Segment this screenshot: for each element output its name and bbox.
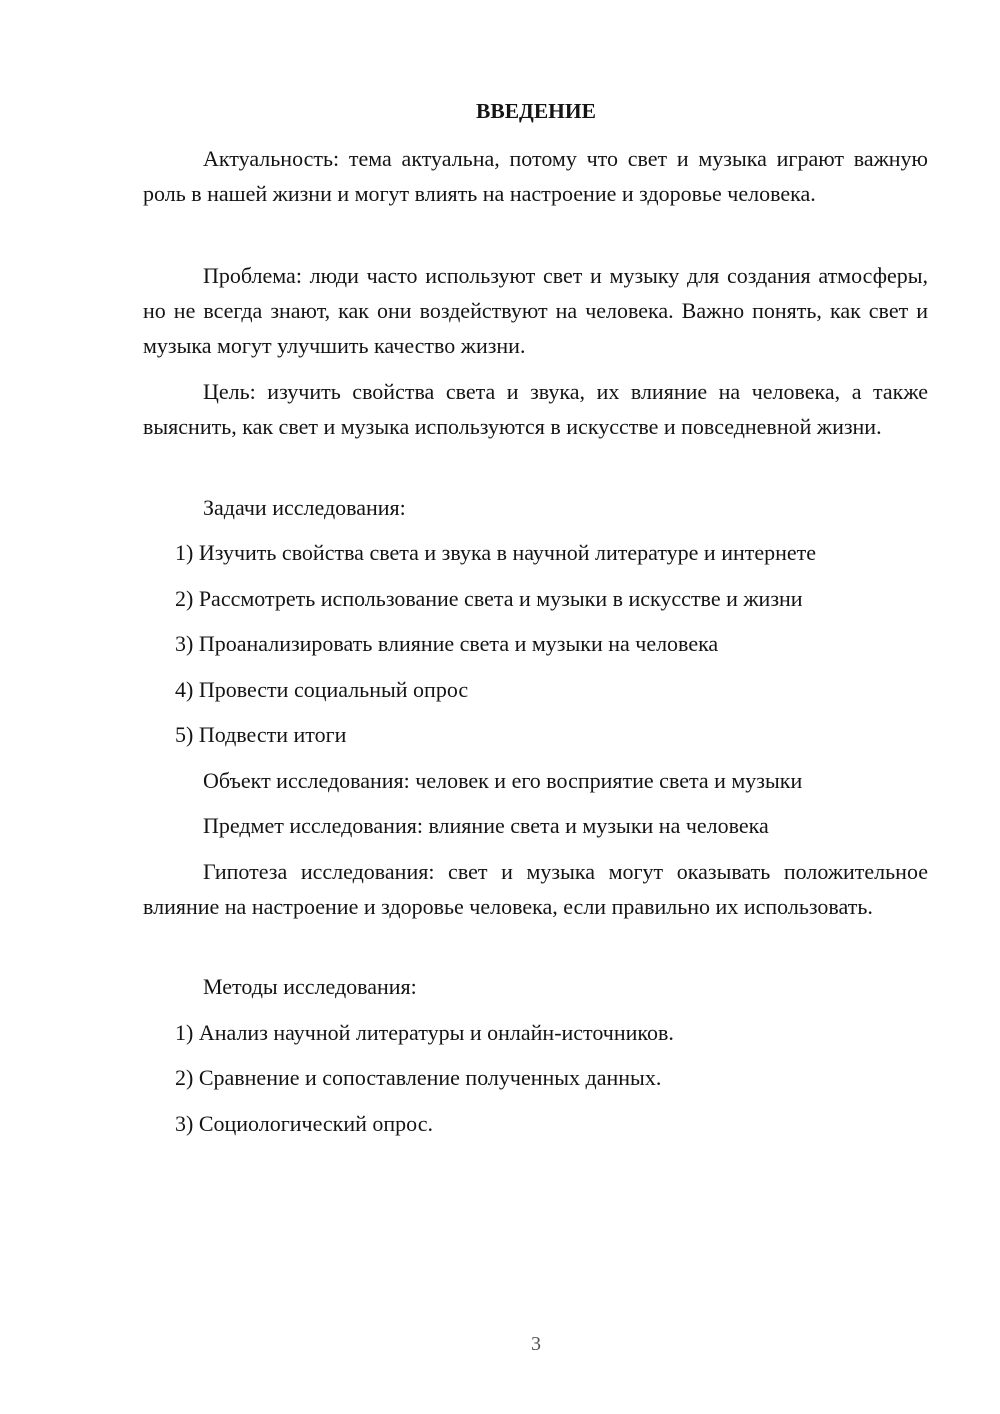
task-item: 4) Провести социальный опрос bbox=[175, 677, 469, 702]
task-item: 5) Подвести итоги bbox=[175, 722, 347, 747]
problem-paragraph: Проблема: люди часто используют свет и музыку для создания атмосферы, но не всегда знают, как они воздействуют на человека. Важно понять, как свет и музыка могут улучшить качество жизни. bbox=[143, 263, 928, 358]
task-item: 1) Изучить свойства света и звука в научной литературе и интернете bbox=[175, 540, 817, 565]
hypothesis-paragraph: Гипотеза исследования: свет и музыка могут оказывать положительное влияние на настроение и здоровье человека, если правильно их использовать. bbox=[143, 859, 928, 919]
object-line: Объект исследования: человек и его восприятие света и музыки bbox=[203, 768, 803, 793]
subject-line: Предмет исследования: влияние света и музыки на человека bbox=[203, 813, 769, 838]
method-item: 3) Социологический опрос. bbox=[175, 1111, 433, 1136]
page-number: 3 bbox=[531, 1333, 541, 1355]
task-item: 2) Рассмотреть использование света и музыки в искусстве и жизни bbox=[175, 586, 803, 611]
tasks-heading: Задачи исследования: bbox=[203, 495, 406, 520]
section-title: ВВЕДЕНИЕ bbox=[476, 99, 596, 123]
goal-paragraph: Цель: изучить свойства света и звука, их влияние на человека, а также выяснить, как свет и музыка используются в искусстве и повседневной жизни. bbox=[143, 379, 928, 439]
methods-heading: Методы исследования: bbox=[203, 974, 417, 999]
method-item: 1) Анализ научной литературы и онлайн-источников. bbox=[175, 1020, 674, 1045]
relevance-paragraph: Актуальность: тема актуальна, потому что свет и музыка играют важную роль в нашей жизни и могут влиять на настроение и здоровье человека. bbox=[143, 146, 928, 206]
task-item: 3) Проанализировать влияние света и музыки на человека bbox=[175, 631, 719, 656]
method-item: 2) Сравнение и сопоставление полученных данных. bbox=[175, 1065, 662, 1090]
